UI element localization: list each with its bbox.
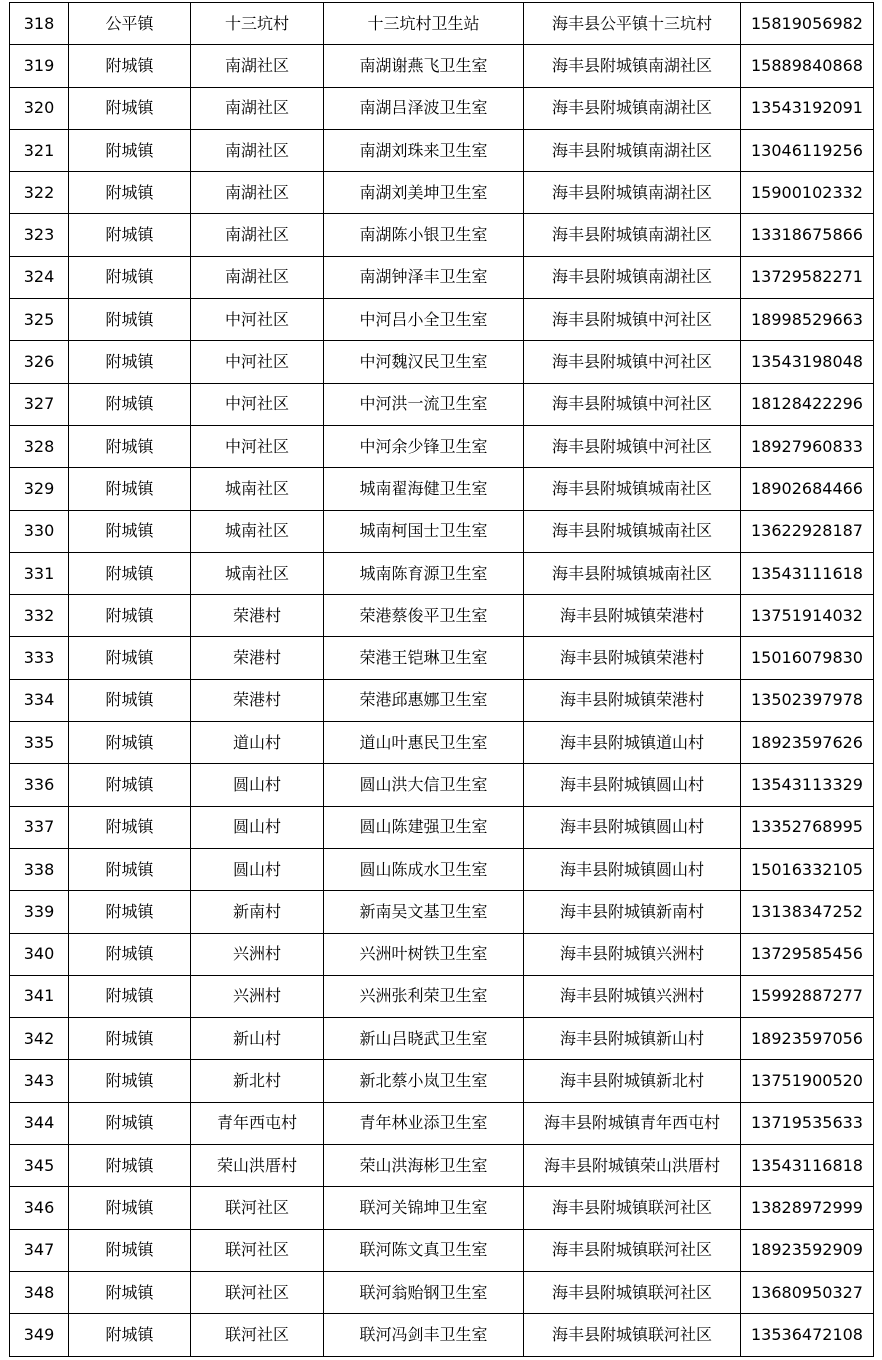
clinic-directory-table xyxy=(9,2,874,1357)
table-row xyxy=(10,1314,874,1356)
row-number-cell: 333 xyxy=(10,637,69,679)
town-cell: 附城镇 xyxy=(69,637,191,679)
town-cell: 附城镇 xyxy=(69,425,191,467)
address-cell: 海丰县附城镇圆山村 xyxy=(524,806,741,848)
phone-cell: 13536472108 xyxy=(741,1314,874,1356)
town-cell: 附城镇 xyxy=(69,1314,191,1356)
address-cell: 海丰县附城镇兴洲村 xyxy=(524,933,741,975)
table-row xyxy=(10,1102,874,1144)
row-number-cell: 345 xyxy=(10,1145,69,1187)
clinic-name-cell: 圆山洪大信卫生室 xyxy=(324,764,524,806)
clinic-name-cell: 中河余少锋卫生室 xyxy=(324,425,524,467)
village-cell: 兴洲村 xyxy=(191,975,324,1017)
village-cell: 新北村 xyxy=(191,1060,324,1102)
clinic-name-cell: 南湖谢燕飞卫生室 xyxy=(324,45,524,87)
row-number-cell: 339 xyxy=(10,891,69,933)
phone-cell: 15016079830 xyxy=(741,637,874,679)
clinic-name-cell: 道山叶惠民卫生室 xyxy=(324,722,524,764)
clinic-name-cell: 联河翁贻钢卫生室 xyxy=(324,1271,524,1313)
table-row xyxy=(10,383,874,425)
phone-cell: 13543192091 xyxy=(741,87,874,129)
table-row xyxy=(10,679,874,721)
village-cell: 城南社区 xyxy=(191,468,324,510)
address-cell: 海丰县附城镇南湖社区 xyxy=(524,172,741,214)
address-cell: 海丰县附城镇联河社区 xyxy=(524,1229,741,1271)
village-cell: 十三坑村 xyxy=(191,3,324,45)
row-number-cell: 326 xyxy=(10,341,69,383)
village-cell: 联河社区 xyxy=(191,1314,324,1356)
town-cell: 公平镇 xyxy=(69,3,191,45)
clinic-name-cell: 联河关锦坤卫生室 xyxy=(324,1187,524,1229)
row-number-cell: 329 xyxy=(10,468,69,510)
village-cell: 中河社区 xyxy=(191,299,324,341)
table-row xyxy=(10,299,874,341)
table-row xyxy=(10,722,874,764)
row-number-cell: 341 xyxy=(10,975,69,1017)
phone-cell: 15016332105 xyxy=(741,848,874,890)
row-number-cell: 347 xyxy=(10,1229,69,1271)
phone-cell: 15819056982 xyxy=(741,3,874,45)
clinic-name-cell: 南湖吕泽波卫生室 xyxy=(324,87,524,129)
village-cell: 新山村 xyxy=(191,1018,324,1060)
clinic-name-cell: 圆山陈成水卫生室 xyxy=(324,848,524,890)
village-cell: 南湖社区 xyxy=(191,45,324,87)
table-row xyxy=(10,341,874,383)
village-cell: 道山村 xyxy=(191,722,324,764)
village-cell: 南湖社区 xyxy=(191,87,324,129)
town-cell: 附城镇 xyxy=(69,1229,191,1271)
row-number-cell: 328 xyxy=(10,425,69,467)
village-cell: 联河社区 xyxy=(191,1229,324,1271)
address-cell: 海丰县附城镇中河社区 xyxy=(524,425,741,467)
row-number-cell: 346 xyxy=(10,1187,69,1229)
town-cell: 附城镇 xyxy=(69,1060,191,1102)
table-row xyxy=(10,468,874,510)
clinic-name-cell: 兴洲叶树铁卫生室 xyxy=(324,933,524,975)
table-row xyxy=(10,425,874,467)
row-number-cell: 338 xyxy=(10,848,69,890)
clinic-name-cell: 中河魏汉民卫生室 xyxy=(324,341,524,383)
address-cell: 海丰县附城镇新南村 xyxy=(524,891,741,933)
row-number-cell: 340 xyxy=(10,933,69,975)
clinic-name-cell: 荣港蔡俊平卫生室 xyxy=(324,595,524,637)
town-cell: 附城镇 xyxy=(69,256,191,298)
town-cell: 附城镇 xyxy=(69,595,191,637)
phone-cell: 15900102332 xyxy=(741,172,874,214)
village-cell: 南湖社区 xyxy=(191,214,324,256)
town-cell: 附城镇 xyxy=(69,975,191,1017)
clinic-name-cell: 荣山洪海彬卫生室 xyxy=(324,1145,524,1187)
town-cell: 附城镇 xyxy=(69,172,191,214)
table-row xyxy=(10,637,874,679)
town-cell: 附城镇 xyxy=(69,1102,191,1144)
row-number-cell: 336 xyxy=(10,764,69,806)
village-cell: 圆山村 xyxy=(191,848,324,890)
phone-cell: 13719535633 xyxy=(741,1102,874,1144)
phone-cell: 13318675866 xyxy=(741,214,874,256)
table-row xyxy=(10,1271,874,1313)
phone-cell: 13751900520 xyxy=(741,1060,874,1102)
clinic-name-cell: 南湖陈小银卫生室 xyxy=(324,214,524,256)
address-cell: 海丰县附城镇南湖社区 xyxy=(524,45,741,87)
row-number-cell: 334 xyxy=(10,679,69,721)
address-cell: 海丰县附城镇圆山村 xyxy=(524,764,741,806)
village-cell: 中河社区 xyxy=(191,383,324,425)
phone-cell: 13046119256 xyxy=(741,129,874,171)
table-row xyxy=(10,45,874,87)
phone-cell: 13543116818 xyxy=(741,1145,874,1187)
phone-cell: 15889840868 xyxy=(741,45,874,87)
table-row xyxy=(10,933,874,975)
phone-cell: 13502397978 xyxy=(741,679,874,721)
village-cell: 圆山村 xyxy=(191,806,324,848)
town-cell: 附城镇 xyxy=(69,1187,191,1229)
clinic-name-cell: 新南吴文基卫生室 xyxy=(324,891,524,933)
address-cell: 海丰县附城镇联河社区 xyxy=(524,1314,741,1356)
village-cell: 南湖社区 xyxy=(191,129,324,171)
address-cell: 海丰县附城镇联河社区 xyxy=(524,1187,741,1229)
phone-cell: 13543111618 xyxy=(741,552,874,594)
table-row xyxy=(10,1229,874,1271)
village-cell: 城南社区 xyxy=(191,510,324,552)
row-number-cell: 344 xyxy=(10,1102,69,1144)
table-row xyxy=(10,1018,874,1060)
village-cell: 荣港村 xyxy=(191,679,324,721)
village-cell: 城南社区 xyxy=(191,552,324,594)
table-row xyxy=(10,891,874,933)
row-number-cell: 332 xyxy=(10,595,69,637)
phone-cell: 13729582271 xyxy=(741,256,874,298)
village-cell: 中河社区 xyxy=(191,425,324,467)
clinic-name-cell: 城南陈育源卫生室 xyxy=(324,552,524,594)
town-cell: 附城镇 xyxy=(69,848,191,890)
phone-cell: 15992887277 xyxy=(741,975,874,1017)
village-cell: 中河社区 xyxy=(191,341,324,383)
town-cell: 附城镇 xyxy=(69,891,191,933)
village-cell: 圆山村 xyxy=(191,764,324,806)
town-cell: 附城镇 xyxy=(69,129,191,171)
clinic-name-cell: 南湖刘珠来卫生室 xyxy=(324,129,524,171)
table-row xyxy=(10,552,874,594)
phone-cell: 18923597056 xyxy=(741,1018,874,1060)
village-cell: 新南村 xyxy=(191,891,324,933)
address-cell: 海丰县附城镇南湖社区 xyxy=(524,87,741,129)
village-cell: 联河社区 xyxy=(191,1271,324,1313)
town-cell: 附城镇 xyxy=(69,1018,191,1060)
town-cell: 附城镇 xyxy=(69,806,191,848)
town-cell: 附城镇 xyxy=(69,87,191,129)
town-cell: 附城镇 xyxy=(69,299,191,341)
clinic-name-cell: 十三坑村卫生站 xyxy=(324,3,524,45)
clinic-name-cell: 圆山陈建强卫生室 xyxy=(324,806,524,848)
clinic-name-cell: 联河冯剑丰卫生室 xyxy=(324,1314,524,1356)
address-cell: 海丰县附城镇南湖社区 xyxy=(524,129,741,171)
clinic-name-cell: 新山吕晓武卫生室 xyxy=(324,1018,524,1060)
village-cell: 荣港村 xyxy=(191,595,324,637)
address-cell: 海丰县附城镇联河社区 xyxy=(524,1271,741,1313)
clinic-name-cell: 荣港王铠琳卫生室 xyxy=(324,637,524,679)
row-number-cell: 343 xyxy=(10,1060,69,1102)
clinic-name-cell: 兴洲张利荣卫生室 xyxy=(324,975,524,1017)
table-row xyxy=(10,848,874,890)
clinic-name-cell: 城南柯国士卫生室 xyxy=(324,510,524,552)
address-cell: 海丰县附城镇南湖社区 xyxy=(524,256,741,298)
row-number-cell: 325 xyxy=(10,299,69,341)
table-row xyxy=(10,87,874,129)
address-cell: 海丰县公平镇十三坑村 xyxy=(524,3,741,45)
table-row xyxy=(10,1145,874,1187)
town-cell: 附城镇 xyxy=(69,552,191,594)
town-cell: 附城镇 xyxy=(69,1271,191,1313)
phone-cell: 13543198048 xyxy=(741,341,874,383)
address-cell: 海丰县附城镇新山村 xyxy=(524,1018,741,1060)
row-number-cell: 330 xyxy=(10,510,69,552)
address-cell: 海丰县附城镇中河社区 xyxy=(524,299,741,341)
phone-cell: 13751914032 xyxy=(741,595,874,637)
village-cell: 荣山洪厝村 xyxy=(191,1145,324,1187)
address-cell: 海丰县附城镇中河社区 xyxy=(524,341,741,383)
address-cell: 海丰县附城镇荣港村 xyxy=(524,637,741,679)
row-number-cell: 331 xyxy=(10,552,69,594)
town-cell: 附城镇 xyxy=(69,383,191,425)
phone-cell: 13138347252 xyxy=(741,891,874,933)
clinic-name-cell: 中河洪一流卫生室 xyxy=(324,383,524,425)
phone-cell: 18923597626 xyxy=(741,722,874,764)
clinic-name-cell: 南湖刘美坤卫生室 xyxy=(324,172,524,214)
clinic-name-cell: 荣港邱惠娜卫生室 xyxy=(324,679,524,721)
village-cell: 南湖社区 xyxy=(191,172,324,214)
table-row xyxy=(10,256,874,298)
row-number-cell: 324 xyxy=(10,256,69,298)
row-number-cell: 335 xyxy=(10,722,69,764)
town-cell: 附城镇 xyxy=(69,45,191,87)
village-cell: 南湖社区 xyxy=(191,256,324,298)
clinic-name-cell: 新北蔡小岚卫生室 xyxy=(324,1060,524,1102)
address-cell: 海丰县附城镇南湖社区 xyxy=(524,214,741,256)
address-cell: 海丰县附城镇兴洲村 xyxy=(524,975,741,1017)
address-cell: 海丰县附城镇城南社区 xyxy=(524,510,741,552)
table-row xyxy=(10,510,874,552)
village-cell: 兴洲村 xyxy=(191,933,324,975)
phone-cell: 18128422296 xyxy=(741,383,874,425)
row-number-cell: 327 xyxy=(10,383,69,425)
clinic-name-cell: 城南翟海健卫生室 xyxy=(324,468,524,510)
address-cell: 海丰县附城镇城南社区 xyxy=(524,468,741,510)
phone-cell: 18927960833 xyxy=(741,425,874,467)
row-number-cell: 342 xyxy=(10,1018,69,1060)
village-cell: 联河社区 xyxy=(191,1187,324,1229)
row-number-cell: 349 xyxy=(10,1314,69,1356)
town-cell: 附城镇 xyxy=(69,510,191,552)
row-number-cell: 319 xyxy=(10,45,69,87)
phone-cell: 13680950327 xyxy=(741,1271,874,1313)
phone-cell: 13828972999 xyxy=(741,1187,874,1229)
table-row xyxy=(10,129,874,171)
clinic-name-cell: 中河吕小全卫生室 xyxy=(324,299,524,341)
clinic-name-cell: 联河陈文真卫生室 xyxy=(324,1229,524,1271)
address-cell: 海丰县附城镇城南社区 xyxy=(524,552,741,594)
row-number-cell: 318 xyxy=(10,3,69,45)
table-row xyxy=(10,1187,874,1229)
address-cell: 海丰县附城镇荣港村 xyxy=(524,595,741,637)
address-cell: 海丰县附城镇新北村 xyxy=(524,1060,741,1102)
phone-cell: 18902684466 xyxy=(741,468,874,510)
table-body xyxy=(10,3,874,1357)
phone-cell: 13622928187 xyxy=(741,510,874,552)
address-cell: 海丰县附城镇道山村 xyxy=(524,722,741,764)
village-cell: 荣港村 xyxy=(191,637,324,679)
table-row xyxy=(10,172,874,214)
address-cell: 海丰县附城镇圆山村 xyxy=(524,848,741,890)
row-number-cell: 322 xyxy=(10,172,69,214)
clinic-name-cell: 南湖钟泽丰卫生室 xyxy=(324,256,524,298)
address-cell: 海丰县附城镇青年西屯村 xyxy=(524,1102,741,1144)
phone-cell: 13352768995 xyxy=(741,806,874,848)
address-cell: 海丰县附城镇中河社区 xyxy=(524,383,741,425)
row-number-cell: 323 xyxy=(10,214,69,256)
row-number-cell: 337 xyxy=(10,806,69,848)
row-number-cell: 348 xyxy=(10,1271,69,1313)
phone-cell: 18998529663 xyxy=(741,299,874,341)
phone-cell: 13729585456 xyxy=(741,933,874,975)
town-cell: 附城镇 xyxy=(69,341,191,383)
table-row xyxy=(10,595,874,637)
town-cell: 附城镇 xyxy=(69,764,191,806)
table-row xyxy=(10,214,874,256)
table-row xyxy=(10,1060,874,1102)
row-number-cell: 320 xyxy=(10,87,69,129)
village-cell: 青年西屯村 xyxy=(191,1102,324,1144)
address-cell: 海丰县附城镇荣港村 xyxy=(524,679,741,721)
town-cell: 附城镇 xyxy=(69,722,191,764)
town-cell: 附城镇 xyxy=(69,214,191,256)
phone-cell: 18923592909 xyxy=(741,1229,874,1271)
town-cell: 附城镇 xyxy=(69,679,191,721)
table-row xyxy=(10,3,874,45)
table-row xyxy=(10,975,874,1017)
row-number-cell: 321 xyxy=(10,129,69,171)
phone-cell: 13543113329 xyxy=(741,764,874,806)
town-cell: 附城镇 xyxy=(69,933,191,975)
table-row xyxy=(10,806,874,848)
table-row xyxy=(10,764,874,806)
clinic-name-cell: 青年林业添卫生室 xyxy=(324,1102,524,1144)
town-cell: 附城镇 xyxy=(69,1145,191,1187)
address-cell: 海丰县附城镇荣山洪厝村 xyxy=(524,1145,741,1187)
town-cell: 附城镇 xyxy=(69,468,191,510)
